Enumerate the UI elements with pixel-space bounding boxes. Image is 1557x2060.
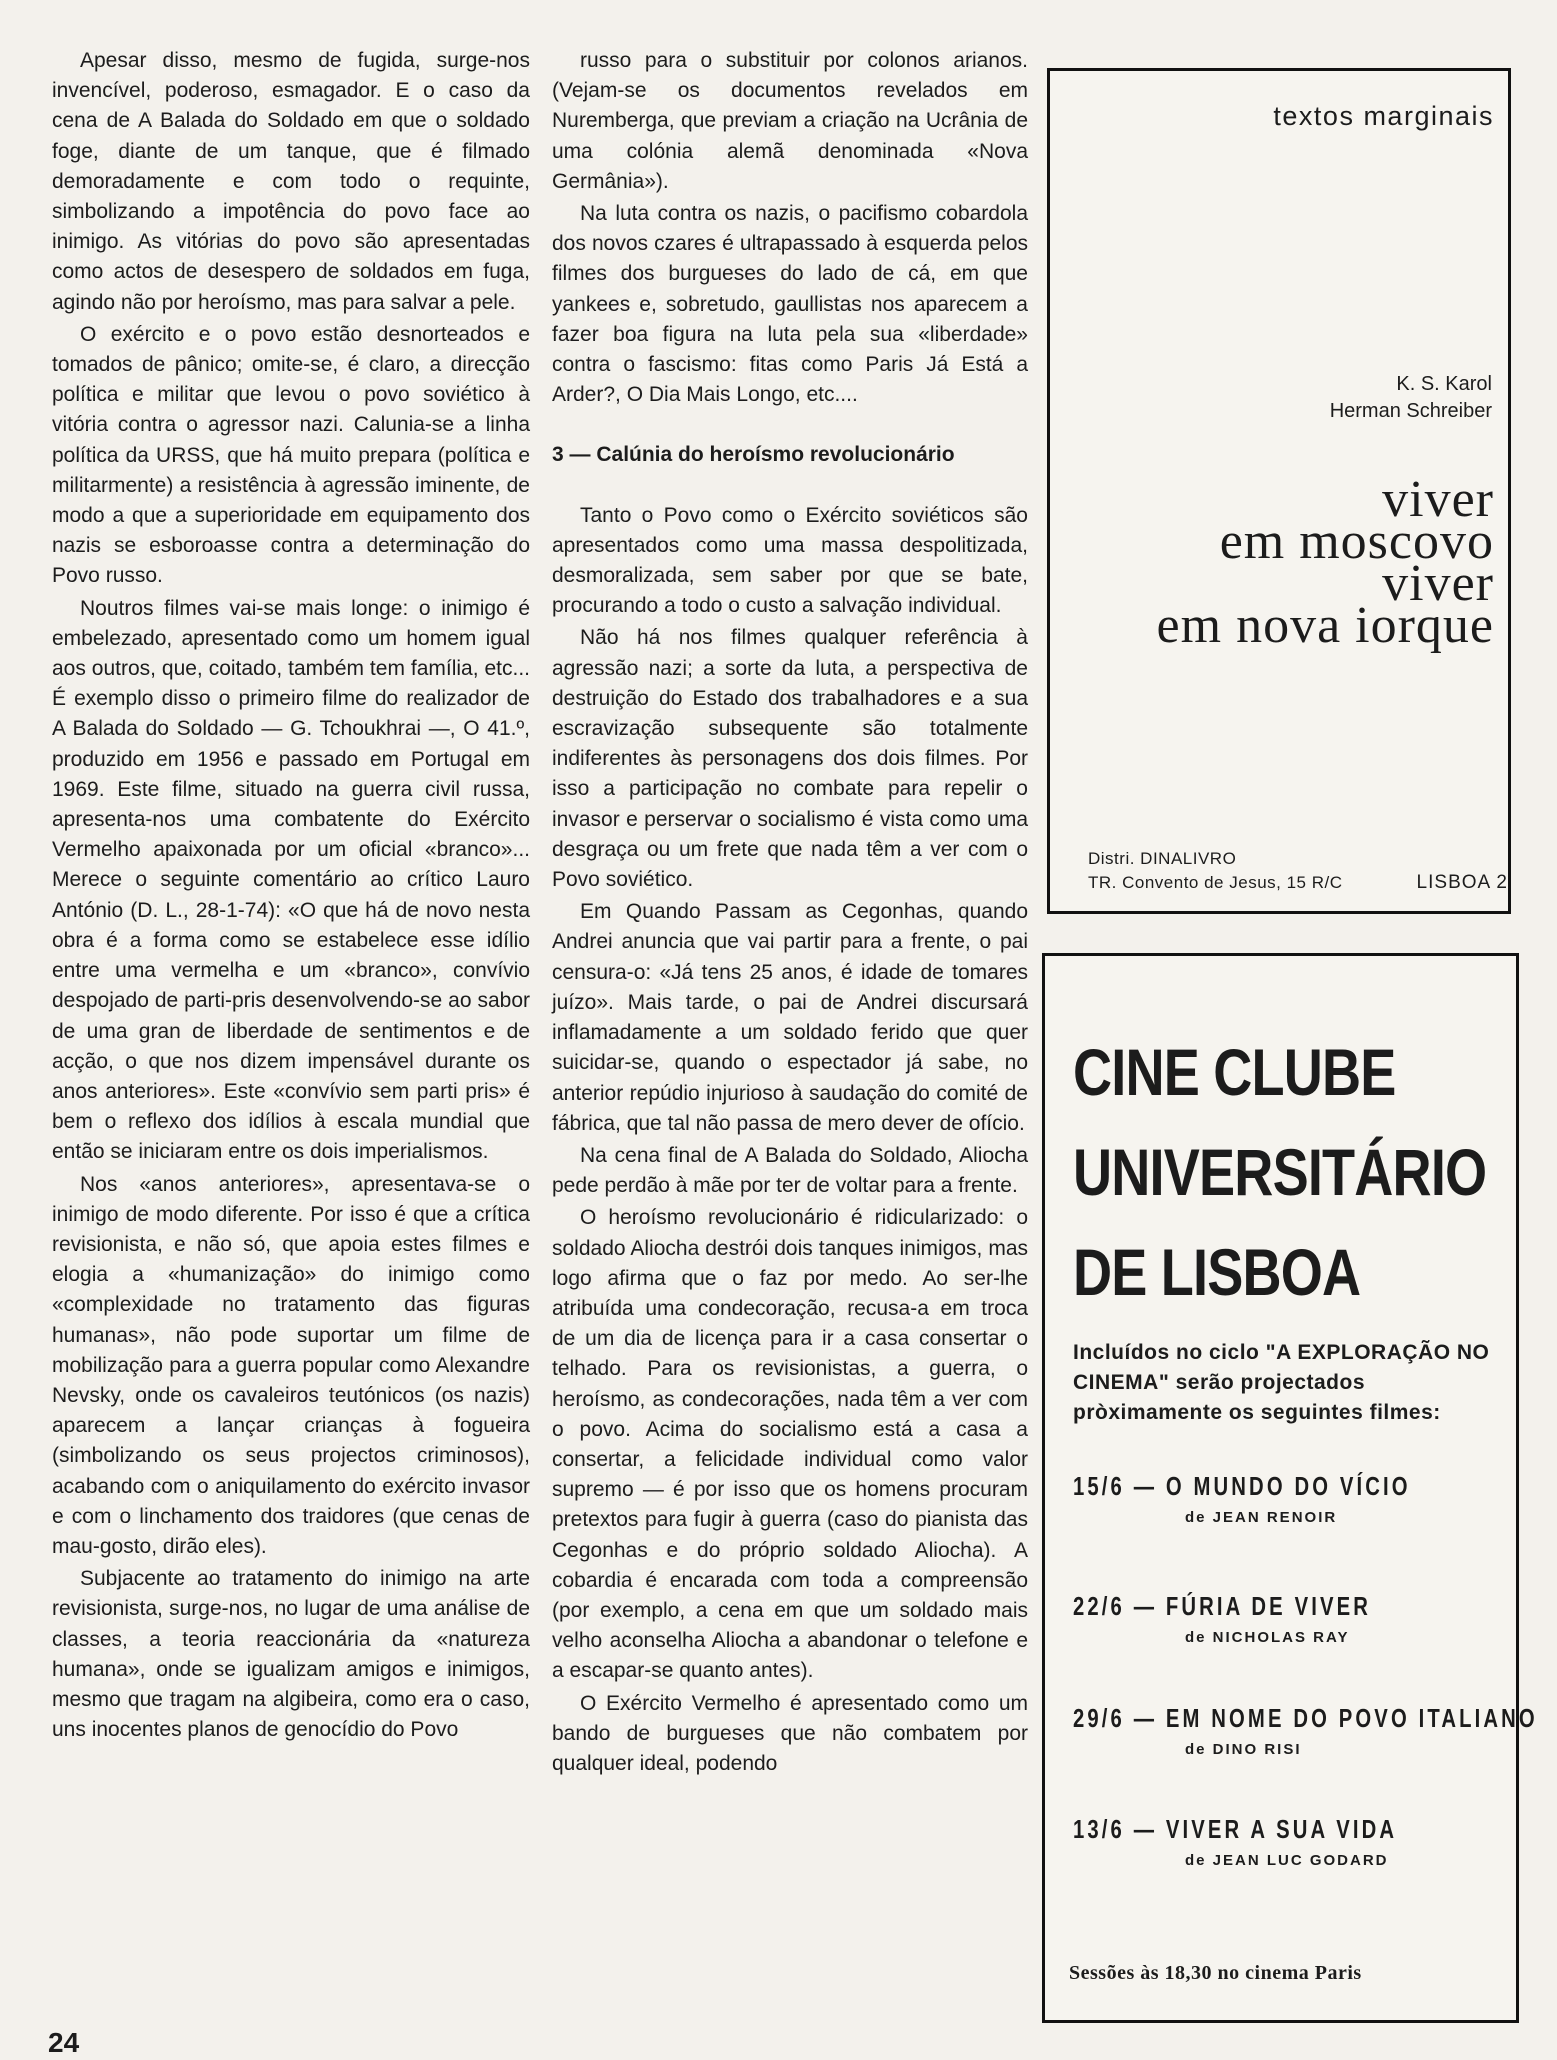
article-column-2 bbox=[552, 46, 1028, 1779]
book-authors bbox=[1330, 371, 1492, 425]
book-title bbox=[1156, 471, 1494, 654]
section-heading: 3 — Calúnia do heroísmo revolucionário bbox=[552, 443, 955, 467]
distributor-address: TR. Convento de Jesus, 15 R/C bbox=[1088, 873, 1343, 892]
paragraph: Na luta contra os nazis, o pacifismo cobardola dos novos czares é ultrapassado à esquerda pelos filmes dos burgueses do lado de cá, em que yankees e, sobretudo, gaullistas nos aparecem a fazer boa figura na luta pela sua «liberdade» contra o fascismo: fitas como Paris Já Está a Arder?, O Dia Mais Longo, etc.... bbox=[552, 202, 1028, 407]
film-director: de DINO RISI bbox=[1185, 1741, 1302, 1758]
paragraph: Subjacente ao tratamento do inimigo na arte revisionista, surge-nos, no lugar de uma análise de classes, a teoria reaccionária da «natureza humana», onde se igualizam amigos e inimigos, mesmo que tragam na algibeira, como era o caso, uns inocentes planos de genocídio do Povo bbox=[52, 1567, 530, 1742]
film-title: 15/6 — O MUNDO DO VÍCIO bbox=[1073, 1471, 1411, 1501]
film-director: de JEAN RENOIR bbox=[1185, 1509, 1338, 1526]
film-listing bbox=[1073, 1471, 1493, 1526]
paragraph: O heroísmo revolucionário é ridicularizado: o soldado Aliocha destrói dois tanques inimigos, mas logo afirma que o faz por medo. Ao ser-lhe atribuída uma condecoração, recusa-a em troca de um dia de licença para ir a casa consertar o telhado. Para os revisionistas, a guerra, o heroísmo, as condecorações, nada têm a ver com o povo. Acima do socialismo está a casa a consertar, a felicidade individual como valor supremo — é por isso que os homens procuram pretextos para fugir à guerra (caso do pianista das Cegonhas e do próprio soldado Aliocha). A cobardia é encarada com toda a compreensão (por exemplo, a cena em que um soldado mais velho aconselha Aliocha a abandonar o telefone e a escapar-se quanto antes). bbox=[552, 1206, 1028, 1683]
distributor-info bbox=[1088, 847, 1508, 893]
book-advertisement bbox=[1047, 68, 1511, 914]
book-title-line: viver bbox=[1382, 555, 1494, 612]
article-column-1 bbox=[52, 46, 530, 1745]
film-listing bbox=[1073, 1814, 1493, 1869]
paragraph: Nos «anos anteriores», apresentava-se o inimigo de modo diferente. Por isso é que a crítica revisionista, e não só, que apoia estes filmes e elogia a «humanização» do inimigo como «complexidade no tratamento das figuras humanas», não pode suportar um filme de mobilização para a guerra popular como Alexandre Nevsky, onde os cavaleiros teutónicos (os nazis) aparecem a lançar crianças à fogueira (simbolizando os seus projectos criminosos), acabando com o aniquilamento do exército invasor e com o linchamento dos traidores (que cenas de mau-gosto, dirão eles). bbox=[52, 1172, 530, 1558]
cine-club-title-line: UNIVERSITÁRIO bbox=[1073, 1135, 1487, 1209]
film-title: 13/6 — VIVER A SUA VIDA bbox=[1073, 1814, 1398, 1844]
author-name: Herman Schreiber bbox=[1329, 400, 1492, 422]
film-title: 29/6 — EM NOME DO POVO ITALIANO bbox=[1073, 1703, 1538, 1733]
page-number: 24 bbox=[48, 2027, 80, 2058]
distributor-city: LISBOA 2 bbox=[1416, 872, 1508, 893]
cine-club-title bbox=[1073, 1022, 1486, 1322]
film-director: de NICHOLAS RAY bbox=[1185, 1629, 1350, 1646]
film-listing bbox=[1073, 1703, 1538, 1758]
paragraph: O Exército Vermelho é apresentado como um bando de burgueses que não combatem por qualquer ideal, podendo bbox=[552, 1691, 1028, 1775]
cine-club-intro: Incluídos no ciclo "A EXPLORAÇÃO NO CINEMA" serão projectados pròximamente os seguintes filmes: bbox=[1073, 1341, 1490, 1424]
film-listing bbox=[1073, 1591, 1493, 1646]
paragraph: O exército e o povo estão desnorteados e tomados de pânico; omite-se, é claro, a direcção política e militar que levou o povo soviético à vitória contra o agressor nazi. Calunia-se a linha política da URSS, que há muito prepara (política e militarmente) a resistência à agressão iminente, de modo a que a superioridade em equipamento dos nazis se esboroasse contra a determinação do Povo russo. bbox=[52, 322, 530, 588]
distributor-address-line bbox=[1088, 871, 1508, 895]
book-title-line: em moscovo bbox=[1219, 513, 1494, 570]
series-label: textos marginais bbox=[1273, 101, 1494, 131]
cine-club-advertisement bbox=[1042, 953, 1538, 2023]
paragraph: Apesar disso, mesmo de fugida, surge-nos invencível, poderoso, esmagador. E o caso da cena de A Balada do Soldado em que o soldado foge, diante de um tanque, que é filmado demoradamente e com todo o requinte, simbolizando a impotência do povo face ao inimigo. As vitórias do povo são apresentadas como actos de desespero de soldados em fuga, agindo não por heroísmo, mas para salvar a pele. bbox=[52, 49, 530, 314]
screening-time: Sessões às 18,30 no cinema Paris bbox=[1069, 1962, 1362, 1984]
paragraph: russo para o substituir por colonos arianos. (Vejam-se os documentos revelados em Nuremberga, que previam a criação na Ucrânia de uma colónia alemã denominada «Nova Germânia»). bbox=[552, 49, 1028, 193]
book-title-line: viver bbox=[1382, 471, 1494, 528]
paragraph: Noutros filmes vai-se mais longe: o inimigo é embelezado, apresentado como um homem igual aos outros, que, coitado, também tem família, etc... É exemplo disso o primeiro filme do realizador de A Balada do Soldado — G. Tchoukhrai —, O 41.º, produzido em 1956 e passado em Portugal em 1969. Este filme, situado na guerra civil russa, apresenta-nos uma combatente do Exército Vermelho apaixonada por um oficial «branco»... Merece o seguinte comentário ao crítico Lauro António (D. L., 28-1-74): «O que há de novo nesta obra é a forma como se estabelece esse idílio entre uma vermelha e um «branco», convívio despojado de parti-pris desenvolvendo-se ao sabor de uma gran de liberdade de sentimentos e de acção, o que nos dizem impensável durante os anos anteriores». Este «convívio sem parti pris» é bem o reflexo dos idílios à escala mundial que então se iniciaram entre os dois imperialismos. bbox=[52, 596, 530, 1164]
cine-club-title-line: CINE CLUBE bbox=[1073, 1035, 1396, 1109]
film-title: 22/6 — FÚRIA DE VIVER bbox=[1073, 1591, 1372, 1621]
cine-club-title-line: DE LISBOA bbox=[1073, 1235, 1361, 1309]
paragraph: Não há nos filmes qualquer referência à agressão nazi; a sorte da luta, a perspectiva de destruição do Estado dos trabalhadores e a sua escravização subsequente são totalmente indiferentes às personagens dos dois filmes. Por isso a participação no combate para repelir o invasor e perservar o socialismo é vista como uma desgraça ou um frete que nada têm a ver com o Povo soviético. bbox=[552, 626, 1028, 892]
paragraph: Tanto o Povo como o Exército soviéticos são apresentados como uma massa despolitizada, desmoralizada, sem saber por que se bate, procurando a todo o custo a salvação individual. bbox=[552, 503, 1028, 618]
author-name: K. S. Karol bbox=[1396, 373, 1492, 395]
book-title-line: em nova iorque bbox=[1156, 597, 1494, 654]
paragraph: Em Quando Passam as Cegonhas, quando Andrei anuncia que vai partir para a frente, o pai censura-o: «Já tens 25 anos, é idade de tomares juízo». Mais tarde, o pai de Andrei discursará inflamadamente a um soldado ferido que quer suicidar-se, quando o espectador já sabe, no anterior repúdio injurioso à saudação do comité de fábrica, que tal não passa de mero dever de ofício. bbox=[552, 900, 1028, 1135]
film-director: de JEAN LUC GODARD bbox=[1185, 1852, 1389, 1869]
distributor-name: Distri. DINALIVRO bbox=[1088, 849, 1237, 868]
paragraph: Na cena final de A Balada do Soldado, Aliocha pede perdão à mãe por ter de voltar para a frente. bbox=[552, 1143, 1028, 1198]
